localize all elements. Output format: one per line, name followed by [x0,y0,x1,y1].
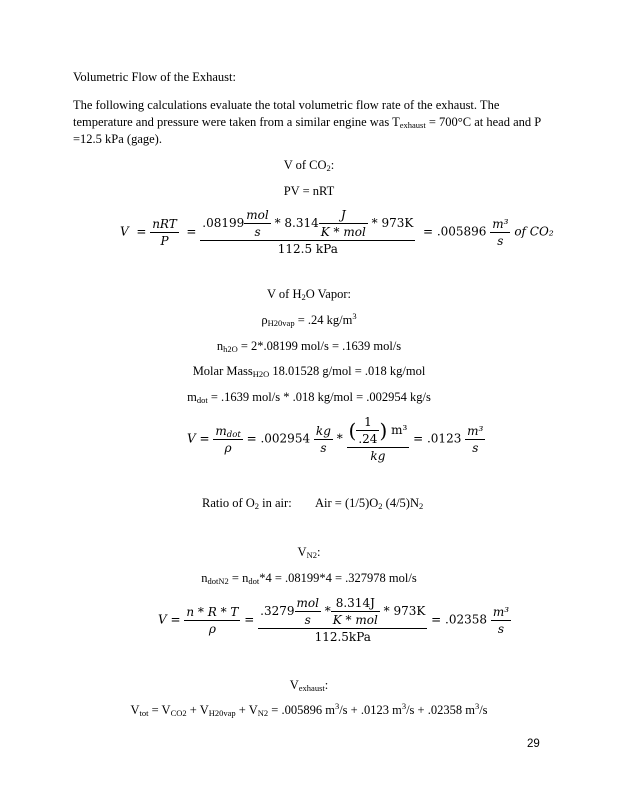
h2o-mass-flow: $m_{dot} = .1639$ mol/s * .018 kg/mol = .002954 kg/s [187,390,431,405]
ideal-gas-law: PV = nRT [283,184,335,198]
co2-volume-equation: V = $\frac{\text{nRT}}{P}$ = .08199 $\frac{\text{mol}}{s}$ * 8.314 $\frac{J}{\text{K * mol}}$ * 973K 112.5 kPa = .005896 $\frac{\text{m³}}{s}$ of CO₂ [120,208,554,256]
air-composition: Air = $(1/5)O_2$ $(4/5)N_2$ [315,496,424,511]
intro-line-2: temperature and pressure were taken from a similar engine was $T_{exhaust} = 700^\circ C$ at head and P [73,115,542,130]
h2o-volume-equation: V = $\frac{m_{dot}}{\rho}$ = .002954 $\frac{kg}{s}$ * ( $\frac{1}{.24}$ ) m³ kg = .0123 $\frac{\text{m³}}{s}$ [187,415,484,463]
n2-title: $V_{N2}$: [297,545,321,560]
n2-volume-equation: V = $\frac{n * R * T}{\rho}$ = .3279 $\frac{\text{mol}}{s}$ * $\frac{8.314J}{\text{K * mol}}$ * 973K 112.5kPa = .02358 $\frac{\text{m³}}{s}$ [158,596,510,644]
total-volume-sum: $V_{tot} = V_{CO2} + V_{H20vap} + V_{N2} = .005896$ $m^3/s + .0123$ $m^3/s + .02358$ $m^3/s$ [130,701,488,718]
exhaust-title: $V_{exhaust}$: [289,678,329,693]
section-heading: Volumetric Flow of the Exhaust: [73,70,236,84]
h2o-molar-mass: Molar Mass$_{H2O}$ 18.01528 g/mol = .018 kg/mol [192,364,426,379]
h2o-moles: $n_{h2O} = 2*.08199$ mol/s = .1639 mol/s [216,339,402,354]
nrt-over-p-fraction: $\frac{\text{nRT}}{P}$ [152,216,177,248]
intro-paragraph [73,97,543,148]
h2o-density: $\rho_{H20vap} = .24$ $kg/m^3$ [261,311,357,328]
co2-substitution-fraction: .08199 $\frac{\text{mol}}{s}$ * 8.314 $\frac{J}{\text{K * mol}}$ * 973K 112.5 kPa [202,208,414,256]
o2-ratio-label: Ratio of $O_2$ in air: [202,496,292,511]
n2-mole-flow: $n_{dotN2} = n_{dot}*4 = .08199*4 = .327978$ mol/s [201,571,417,586]
intro-line-3: =12.5 kPa (gage). [73,132,162,146]
intro-line-1: The following calculations evaluate the total volumetric flow rate of the exhaust. The [73,98,500,112]
h2o-title: V of $H_2O$ Vapor: [266,287,351,302]
co2-title: V of $CO_2$: [283,158,335,173]
page-number: 29 [527,738,540,750]
